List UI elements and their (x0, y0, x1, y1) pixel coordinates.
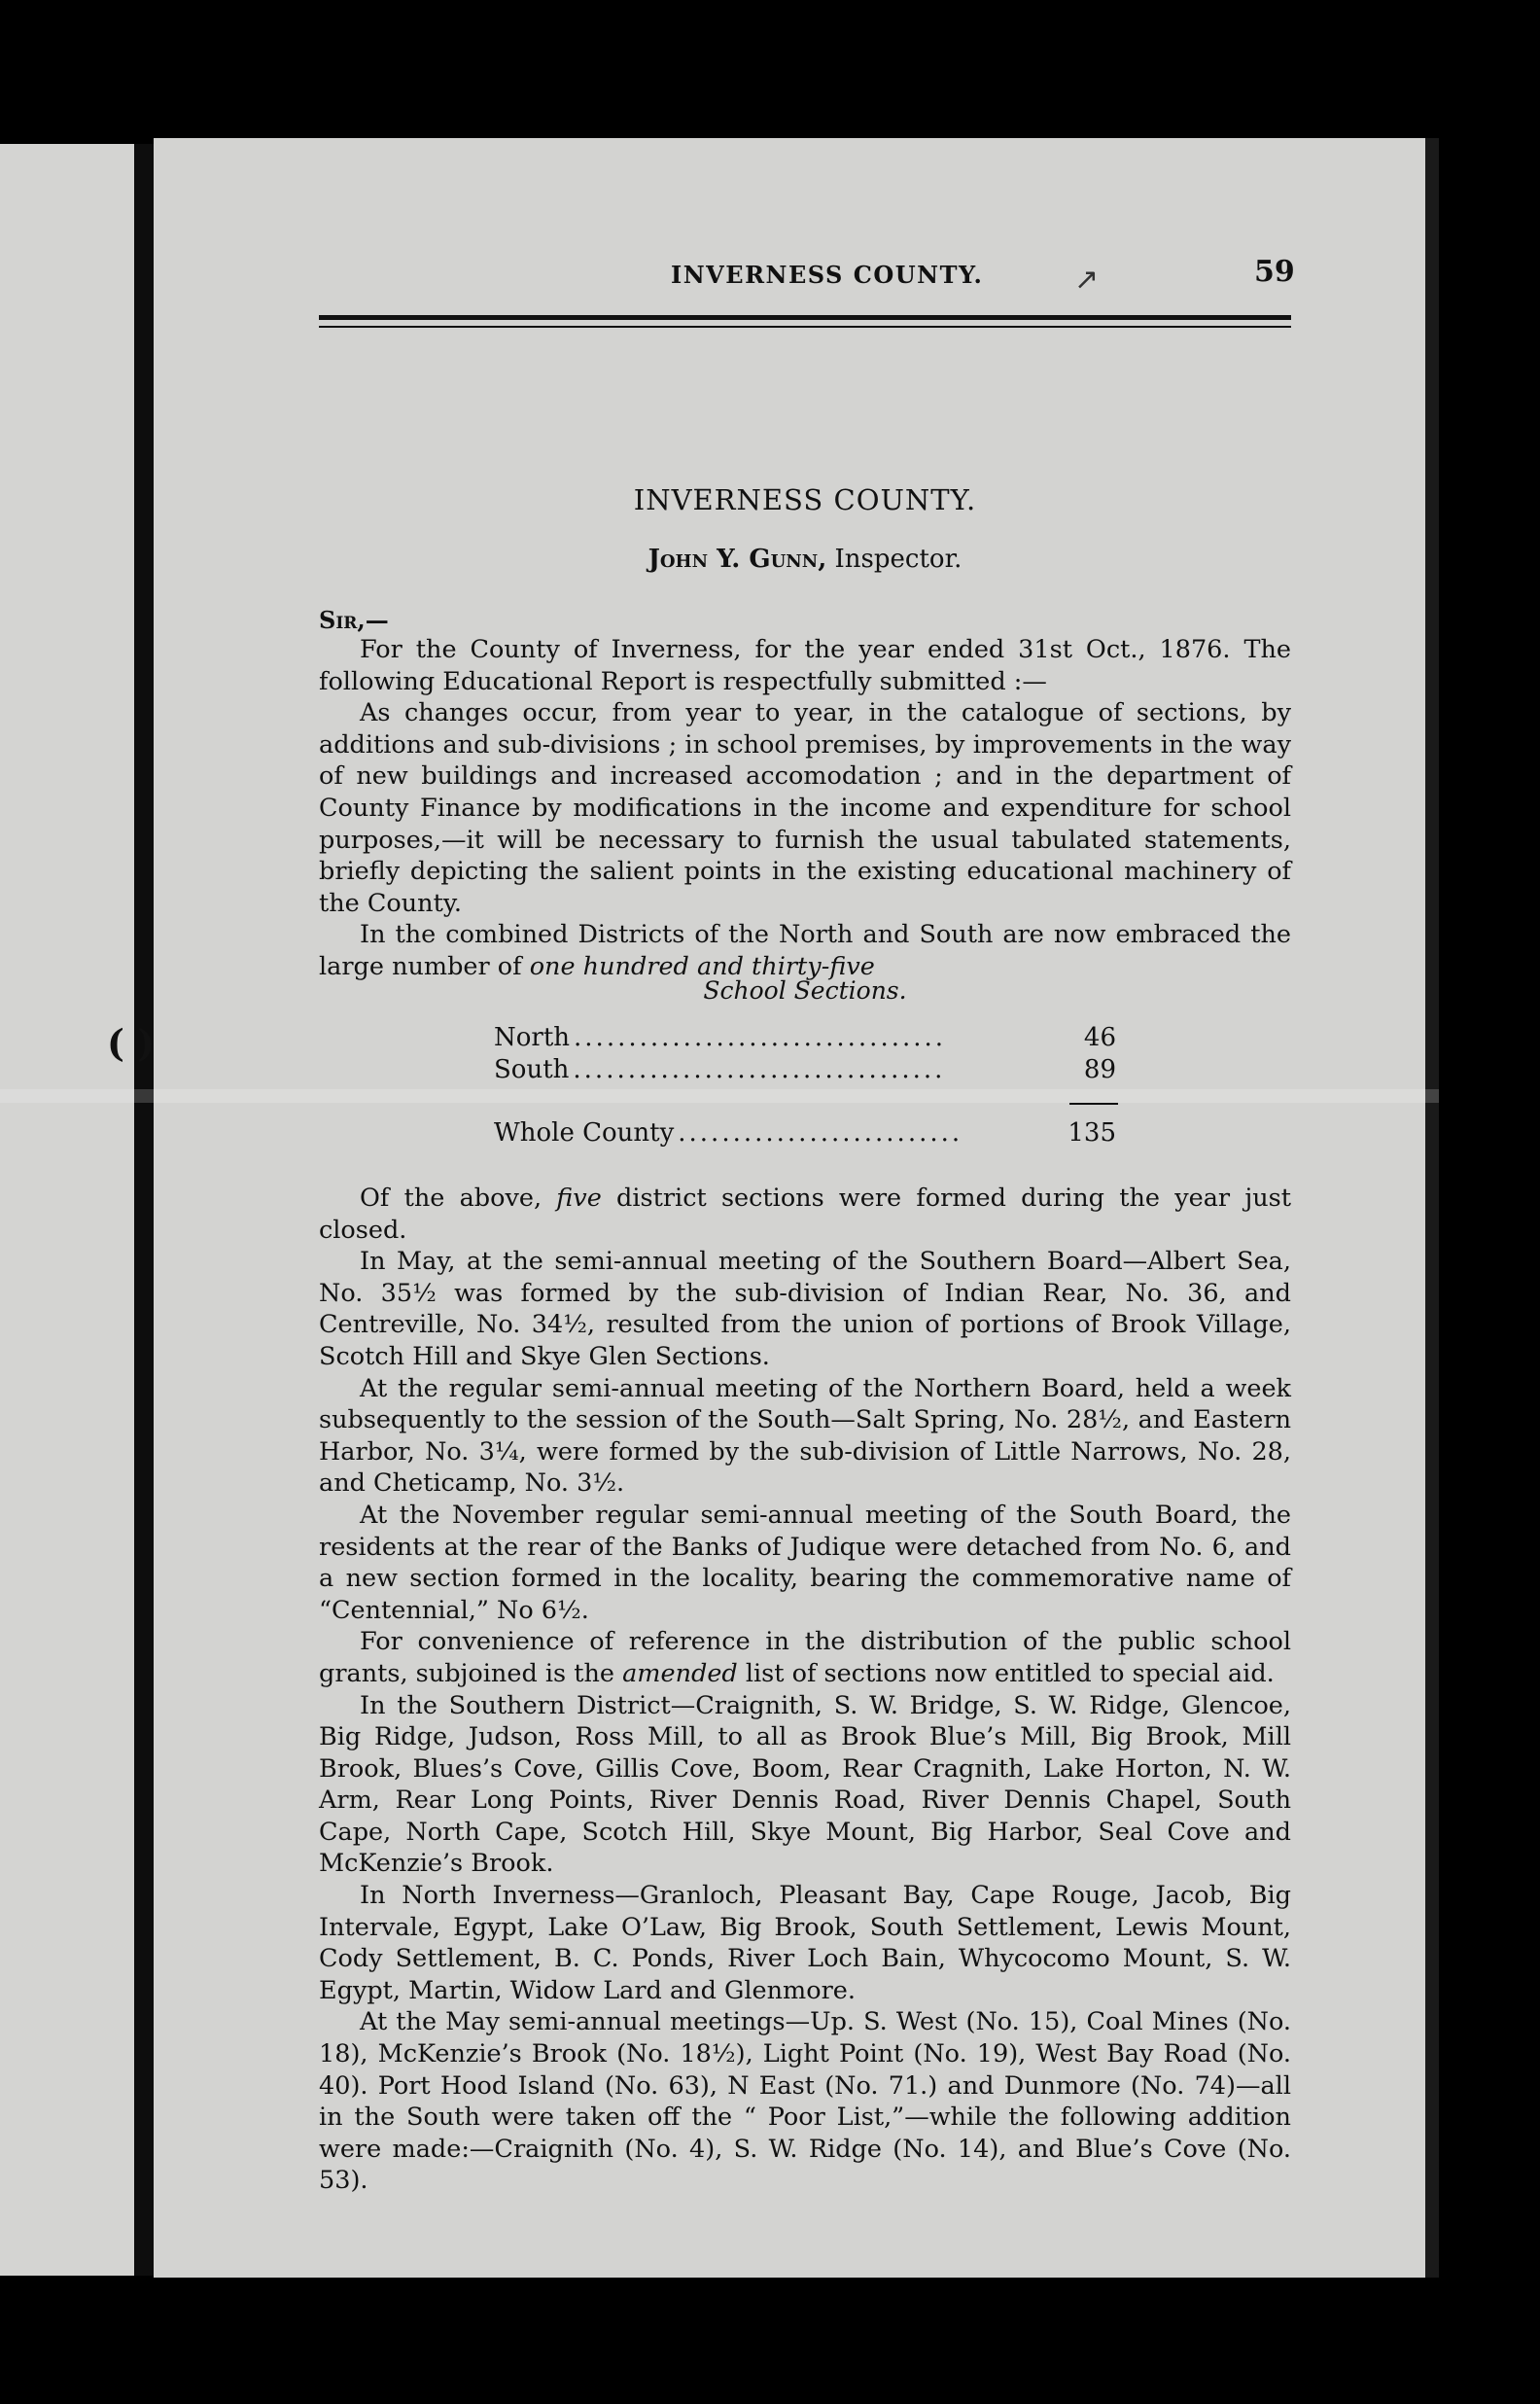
table-total-label: Whole County (494, 1118, 675, 1148)
report-intro (319, 634, 1291, 983)
paragraph-text: list of sections now entitled to special aid. (737, 1658, 1275, 1688)
paragraph-text: For convenience of reference in the distribution of the public school grants, subjoined is the (319, 1627, 1291, 1688)
table-row-leader: .......................... (678, 1118, 963, 1148)
table-total-value: 135 (1068, 1118, 1116, 1148)
paragraph: At the November regular semi-annual meeting of the South Board, the residents at the rear of the Banks of Judique were detached from No. 6, and a new section formed in the locality, bearing the commemorative name of “Centennial,” No 6½. (319, 1500, 1291, 1625)
page-title: INVERNESS COUNTY. (633, 483, 977, 516)
paragraph: At the regular semi-annual meeting of the Northern Board, held a week subsequently to the session of the South—Salt Spring, No. 28½, and Eastern Harbor, No. 3¼, were formed by the sub-division of Little Narrows, No. 28, and Cheticamp, No. 3½. (319, 1373, 1291, 1499)
paragraph: In May, at the semi-annual meeting of the Southern Board—Albert Sea, No. 35½ was formed by the sub-division of Indian Rear, No. 36, and Centreville, No. 34½, resulted from the union of portions of Brook Village, Scotch Hill and Skye Glen Sections. (319, 1247, 1291, 1371)
paragraph: In the Southern District—Craignith, S. W. Bridge, S. W. Ridge, Glencoe, Big Ridge, Judson, Ross Mill, to all as Brook Blue’s Mill, Big Brook, Mill Brook, Blues’s Cove, Gillis Cove, Boom, Rear Cragnith, Lake Horton, N. W. Arm, Rear Long Points, River Dennis Road, River Dennis Chapel, South Cape, North Cape, Scotch Hill, Skye Mount, Big Harbor, Seal Cove and McKenzie’s Brook. (319, 1690, 1291, 1879)
table-row (494, 1055, 1116, 1084)
margin-mark: ( ) (107, 1021, 156, 1065)
paragraph-emphasis: amended (622, 1658, 738, 1688)
paragraph (319, 919, 1291, 982)
paragraph: As changes occur, from year to year, in the catalogue of sections, by additions and sub-divisions ; in school premises, by improvements in the way of new buildings and increased accomodation ; and in the department of County Finance by modifications in the income and expenditure for school purposes,—it will be necessary to furnish the usual tabulated statements, briefly depicting the salient points in the existing educational machinery of the County. (319, 698, 1291, 918)
paragraph: For the County of Inverness, for the year ended 31st Oct., 1876. The following Educational Report is respectfully submitted :— (319, 635, 1291, 696)
byline (319, 545, 1291, 574)
table-heading: School Sections. (703, 976, 907, 1005)
table-row-label: South (494, 1055, 570, 1084)
paragraph-text: district sections were formed during the year just closed. (319, 1184, 1292, 1245)
page-number: 59 (1254, 255, 1295, 289)
table-row-label: North (494, 1023, 571, 1052)
paragraph: At the May semi-annual meetings—Up. S. West (No. 15), Coal Mines (No. 18), McKenzie’s Brook (No. 18½), Light Point (No. 19), West Bay Road (No. 40). Port Hood Island (No. 63), N East (No. 71.) and Dunmore (No. 74)—all in the South were taken off the “ Poor List,”—while the following addition were made:—Craignith (No. 4), S. W. Ridge (No. 14), and Blue’s Cove (No. 53). (319, 2007, 1291, 2196)
paragraph-emphasis: five (556, 1184, 602, 1213)
table-total-row (494, 1118, 1116, 1148)
byline-role: Inspector. (834, 545, 962, 574)
adjacent-page-edge (0, 144, 134, 2276)
book-gutter (134, 144, 154, 2276)
paragraph-text: Of the above, (360, 1184, 557, 1213)
scan-artifact-band (0, 1089, 1439, 1103)
table-row-value: 46 (1083, 1023, 1116, 1052)
table-row-leader: .................................. (574, 1023, 947, 1052)
paragraph-emphasis: one hundred and thirty-five (529, 951, 875, 981)
paragraph: In North Inverness—Granloch, Pleasant Bay, Cape Rouge, Jacob, Big Intervale, Egypt, Lake O’Law, Big Brook, South Settlement, Lewis Mount, Cody Settlement, B. C. Ponds, River Loch Bain, Whycocomo Mount, S. W. Egypt, Martin, Widow Lard and Glenmore. (319, 1881, 1291, 2005)
table-row-value: 89 (1083, 1055, 1116, 1084)
running-head: INVERNESS COUNTY. (671, 261, 984, 289)
pencil-mark-icon: ↗ (1074, 263, 1100, 297)
table-row-leader: .................................. (573, 1055, 946, 1084)
salutation: Sir,— (319, 606, 389, 634)
paragraph (319, 1183, 1291, 1246)
page-right-edge (1425, 138, 1439, 2278)
byline-name: John Y. Gunn, (648, 545, 827, 574)
report-body (319, 1183, 1291, 2197)
table-row (494, 1023, 1116, 1052)
header-rule-thin (319, 326, 1291, 328)
paragraph-text: In the combined Districts of the North and South are now embraced the large number of (319, 920, 1291, 981)
header-rule-thick (319, 315, 1291, 320)
paragraph (319, 1626, 1291, 1689)
total-rule (1069, 1103, 1118, 1105)
